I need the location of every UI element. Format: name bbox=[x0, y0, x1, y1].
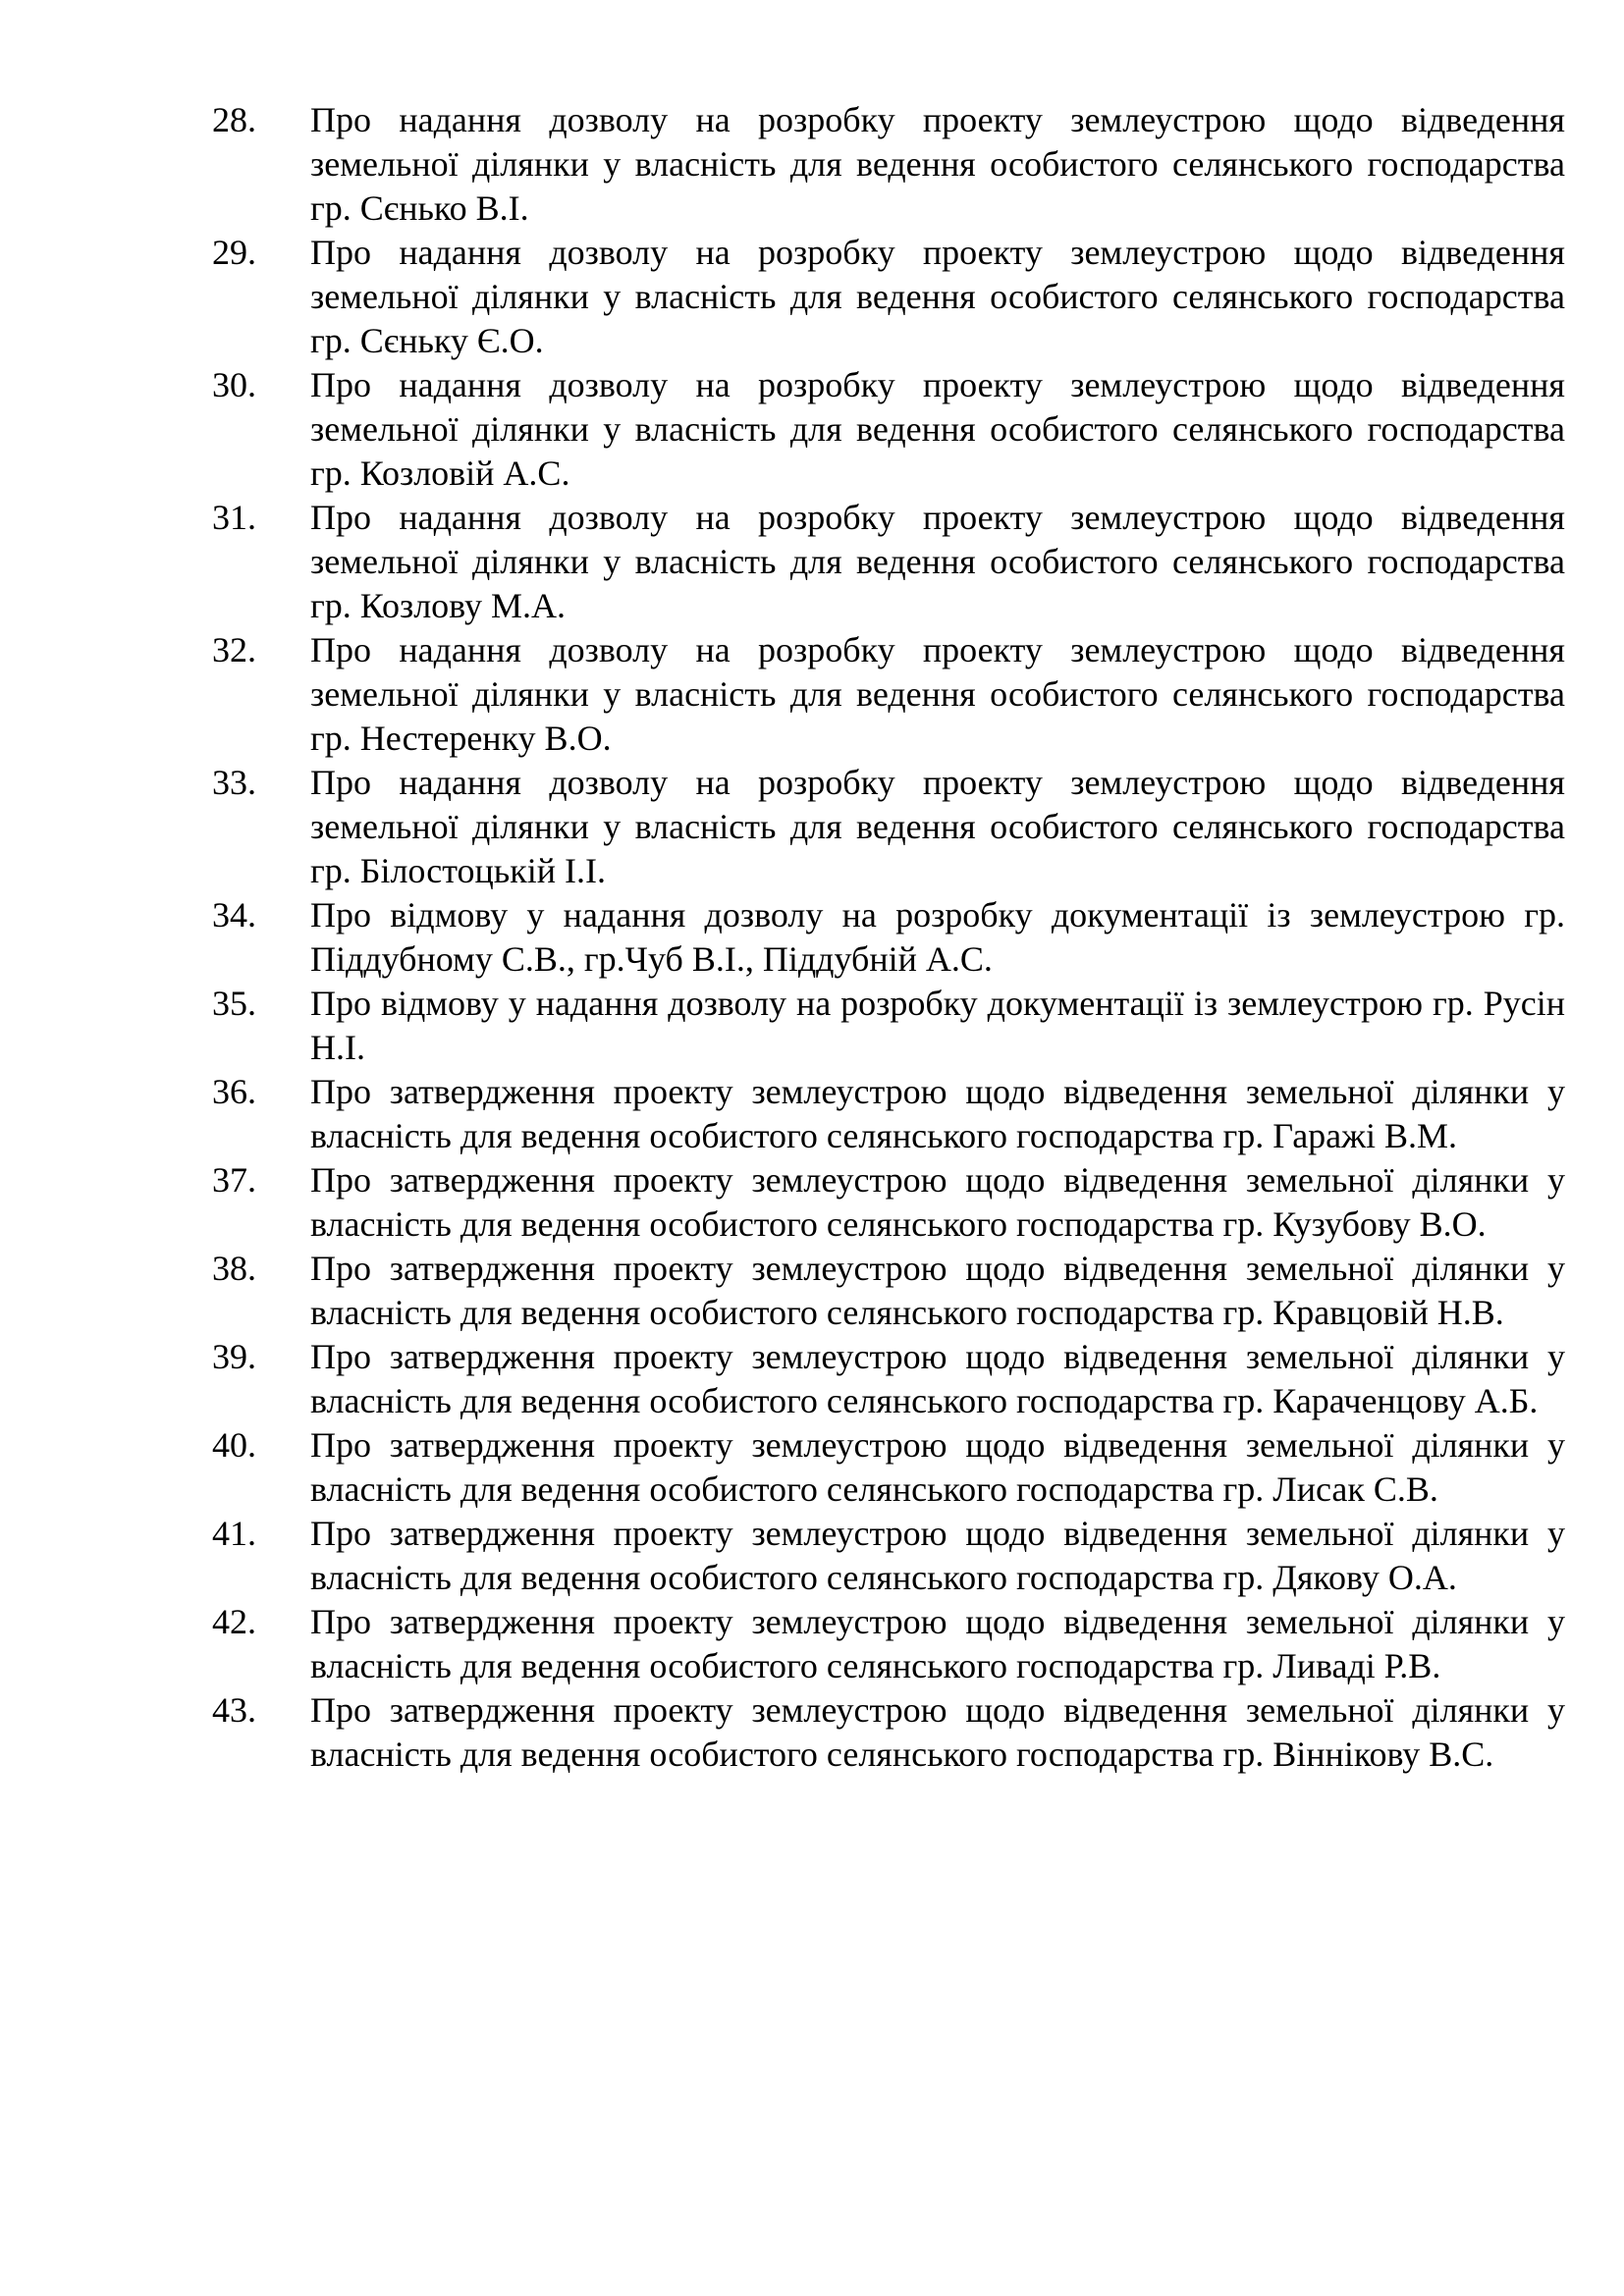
item-number: 37. bbox=[212, 1160, 256, 1200]
item-text: Про затвердження проекту землеустрою щодо відведення земельної ділянки у власність для ведення особистого селянського господарства гр. Кузубову В.О. bbox=[310, 1160, 1565, 1244]
item-number: 32. bbox=[212, 630, 256, 669]
item-text: Про затвердження проекту землеустрою щодо відведення земельної ділянки у власність для ведення особистого селянського господарства гр. Гаражі В.М. bbox=[310, 1072, 1565, 1155]
item-number: 29. bbox=[212, 233, 256, 272]
item-number: 42. bbox=[212, 1602, 256, 1641]
item-number: 28. bbox=[212, 100, 256, 139]
item-text: Про надання дозволу на розробку проекту землеустрою щодо відведення земельної ділянки у власність для ведення особистого селянського господарства гр. Нестеренку В.О. bbox=[310, 630, 1565, 758]
list-item bbox=[212, 1070, 1565, 1158]
item-number: 38. bbox=[212, 1249, 256, 1288]
item-number: 43. bbox=[212, 1690, 256, 1730]
list-item bbox=[212, 1600, 1565, 1688]
item-text: Про надання дозволу на розробку проекту землеустрою щодо відведення земельної ділянки у власність для ведення особистого селянського господарства гр. Козловій А.С. bbox=[310, 365, 1565, 493]
agenda-list bbox=[212, 98, 1565, 1777]
item-text: Про затвердження проекту землеустрою щодо відведення земельної ділянки у власність для ведення особистого селянського господарства гр. Дякову О.А. bbox=[310, 1514, 1565, 1597]
item-number: 31. bbox=[212, 498, 256, 537]
list-item bbox=[212, 231, 1565, 363]
item-number: 30. bbox=[212, 365, 256, 404]
item-number: 40. bbox=[212, 1425, 256, 1465]
list-item bbox=[212, 1423, 1565, 1512]
item-text: Про надання дозволу на розробку проекту землеустрою щодо відведення земельної ділянки у власність для ведення особистого селянського господарства гр. Білостоцькій І.І. bbox=[310, 763, 1565, 890]
item-text: Про затвердження проекту землеустрою щодо відведення земельної ділянки у власність для ведення особистого селянського господарства гр. Кравцовій Н.В. bbox=[310, 1249, 1565, 1332]
list-item bbox=[212, 893, 1565, 982]
item-text: Про надання дозволу на розробку проекту землеустрою щодо відведення земельної ділянки у власність для ведення особистого селянського господарства гр. Сєньку Є.О. bbox=[310, 233, 1565, 360]
item-number: 34. bbox=[212, 895, 256, 934]
item-number: 33. bbox=[212, 763, 256, 802]
item-number: 41. bbox=[212, 1514, 256, 1553]
list-item bbox=[212, 363, 1565, 496]
item-text: Про затвердження проекту землеустрою щодо відведення земельної ділянки у власність для ведення особистого селянського господарства гр. Віннікову В.С. bbox=[310, 1690, 1565, 1774]
list-item bbox=[212, 1688, 1565, 1777]
item-text: Про надання дозволу на розробку проекту землеустрою щодо відведення земельної ділянки у власність для ведення особистого селянського господарства гр. Козлову М.А. bbox=[310, 498, 1565, 625]
list-item bbox=[212, 98, 1565, 231]
list-item bbox=[212, 761, 1565, 893]
item-number: 35. bbox=[212, 984, 256, 1023]
item-text: Про відмову у надання дозволу на розробку документації із землеустрою гр. Русін Н.І. bbox=[310, 984, 1565, 1067]
item-text: Про надання дозволу на розробку проекту землеустрою щодо відведення земельної ділянки у власність для ведення особистого селянського господарства гр. Сєнько В.І. bbox=[310, 100, 1565, 228]
item-text: Про відмову у надання дозволу на розробку документації із землеустрою гр. Піддубному С.В., гр.Чуб В.І., Піддубній А.С. bbox=[310, 895, 1565, 979]
item-number: 36. bbox=[212, 1072, 256, 1111]
list-item bbox=[212, 1158, 1565, 1247]
list-item bbox=[212, 1247, 1565, 1335]
item-text: Про затвердження проекту землеустрою щодо відведення земельної ділянки у власність для ведення особистого селянського господарства гр. Ливаді Р.В. bbox=[310, 1602, 1565, 1685]
list-item bbox=[212, 1335, 1565, 1423]
item-text: Про затвердження проекту землеустрою щодо відведення земельної ділянки у власність для ведення особистого селянського господарства гр. Караченцову А.Б. bbox=[310, 1337, 1565, 1420]
item-text: Про затвердження проекту землеустрою щодо відведення земельної ділянки у власність для ведення особистого селянського господарства гр. Лисак С.В. bbox=[310, 1425, 1565, 1509]
list-item bbox=[212, 628, 1565, 761]
list-item bbox=[212, 982, 1565, 1070]
item-number: 39. bbox=[212, 1337, 256, 1376]
list-item bbox=[212, 1512, 1565, 1600]
list-item bbox=[212, 496, 1565, 628]
